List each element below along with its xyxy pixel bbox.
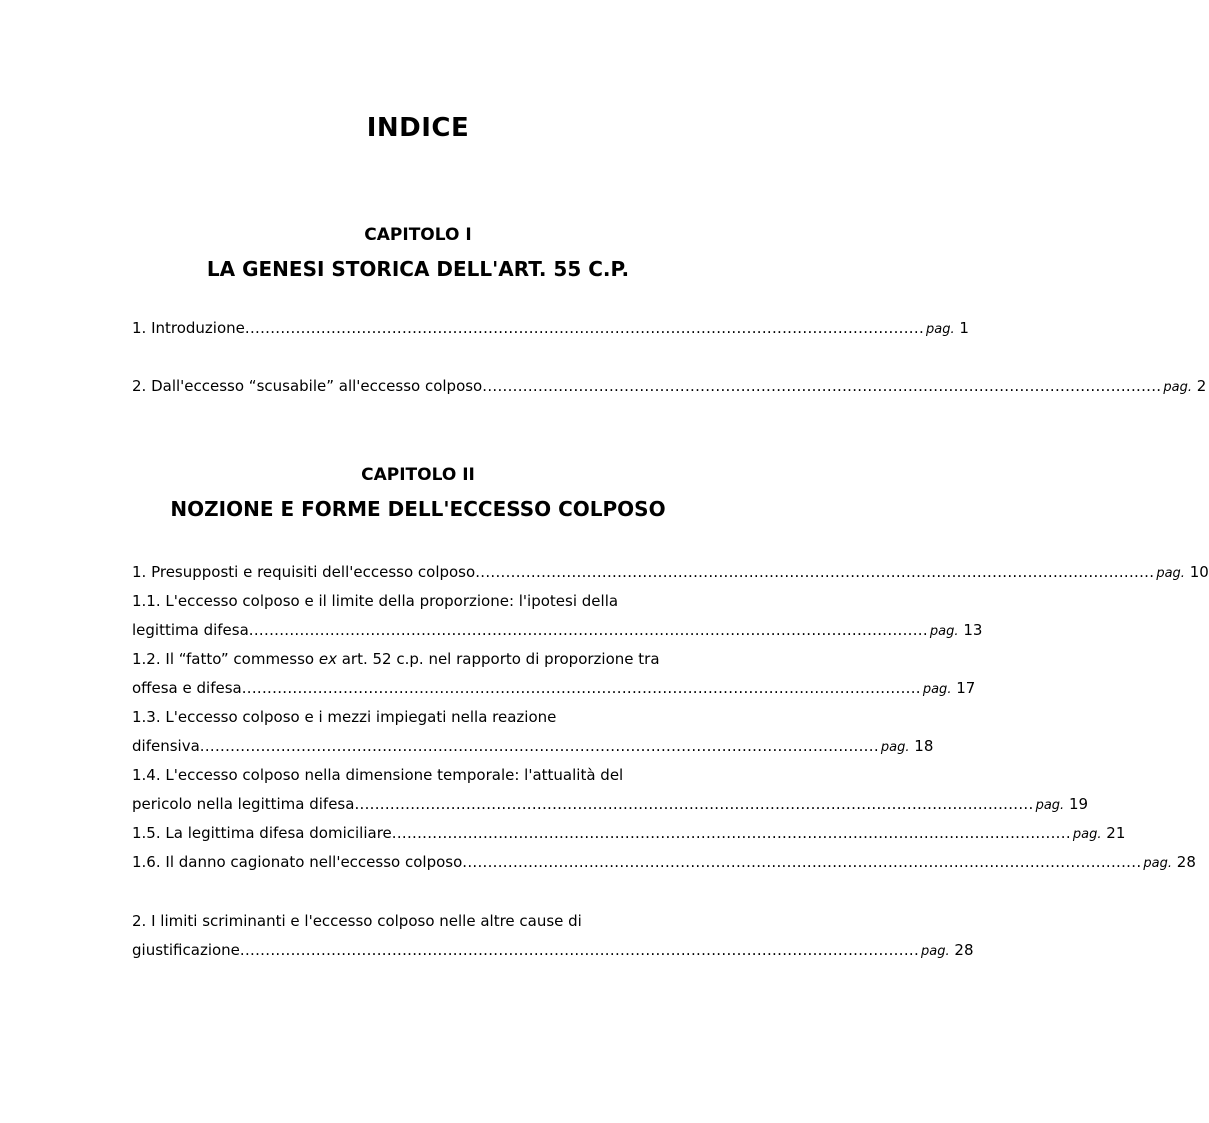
chapter-2-label: CAPITOLO II: [361, 465, 475, 485]
toc-leader-dots: ......................................................................................................................................: [244, 319, 925, 337]
toc-entry-text: difensiva: [132, 737, 200, 755]
toc-leader-dots: ......................................................................................................................................: [199, 737, 879, 755]
toc-leader-dots: ......................................................................................................................................: [391, 824, 1071, 842]
toc-entry-text: pericolo nella legittima difesa: [132, 795, 355, 813]
toc-entry-c2-8[interactable]: [132, 940, 974, 962]
toc-entry-c2-5-line1[interactable]: 1.4. L'eccesso colposo nella dimensione temporale: l'attualità del: [132, 766, 624, 784]
toc-page-ref: pag. 17: [922, 679, 976, 697]
toc-entry-c2-4-line1[interactable]: 1.3. L'eccesso colposo e i mezzi impiegati nella reazione: [132, 708, 557, 726]
toc-leader-dots: ......................................................................................................................................: [462, 853, 1142, 871]
toc-leader-dots: ......................................................................................................................................: [354, 795, 1034, 813]
toc-entry-text: 2. Dall'eccesso “scusabile” all'eccesso colposo: [132, 377, 483, 395]
toc-entry-c2-6[interactable]: [132, 823, 1126, 845]
toc-leader-dots: ......................................................................................................................................: [241, 679, 921, 697]
toc-entry-c1-1[interactable]: [132, 318, 969, 340]
chapter-1-label: CAPITOLO I: [364, 225, 472, 245]
toc-entry-c2-8-line1[interactable]: 2. I limiti scriminanti e l'eccesso colposo nelle altre cause di: [132, 912, 582, 930]
toc-page-ref: pag. 28: [1143, 853, 1196, 871]
toc-page-ref: pag. 28: [921, 941, 974, 959]
toc-page-ref: pag. 13: [929, 621, 983, 639]
toc-entry-text: offesa e difesa: [132, 679, 242, 697]
toc-entry-c2-3[interactable]: [132, 678, 976, 700]
toc-entry-text: giustificazione: [132, 941, 240, 959]
toc-entry-text: 1. Introduzione: [132, 319, 245, 337]
toc-entry-text: 1.5. La legittima difesa domiciliare: [132, 824, 392, 842]
toc-page-ref: pag. 1: [926, 319, 969, 337]
toc-entry-c2-1[interactable]: [132, 562, 1209, 584]
toc-leader-dots: ......................................................................................................................................: [248, 621, 928, 639]
toc-entry-c2-3-line1[interactable]: 1.2. Il “fatto” commesso ex art. 52 c.p. nel rapporto di proporzione tra: [132, 650, 660, 668]
toc-page-ref: pag. 10: [1156, 563, 1209, 581]
toc-leader-dots: ......................................................................................................................................: [239, 941, 920, 959]
chapter-1-title: LA GENESI STORICA DELL'ART. 55 C.P.: [206, 257, 630, 281]
toc-leader-dots: ......................................................................................................................................: [475, 563, 1155, 581]
page-title: INDICE: [366, 113, 470, 143]
toc-page-ref: pag. 18: [880, 737, 934, 755]
chapter-2-title: NOZIONE E FORME DELL'ECCESSO COLPOSO: [170, 497, 666, 521]
toc-leader-dots: ......................................................................................................................................: [482, 377, 1162, 395]
toc-entry-text: 1. Presupposti e requisiti dell'eccesso colposo: [132, 563, 476, 581]
toc-entry-text: legittima difesa: [132, 621, 249, 639]
toc-entry-c2-2-line1[interactable]: 1.1. L'eccesso colposo e il limite della proporzione: l'ipotesi della: [132, 592, 619, 610]
toc-entry-c2-7[interactable]: [132, 852, 1196, 874]
toc-page-ref: pag. 2: [1163, 377, 1207, 395]
toc-page-ref: pag. 21: [1072, 824, 1126, 842]
toc-entry-text: 1.6. Il danno cagionato nell'eccesso colposo: [132, 853, 463, 871]
toc-page-ref: pag. 19: [1035, 795, 1089, 813]
toc-entry-c1-2[interactable]: [132, 376, 1207, 398]
toc-entry-c2-2[interactable]: [132, 620, 983, 642]
toc-entry-c2-5[interactable]: [132, 794, 1089, 816]
toc-entry-c2-4[interactable]: [132, 736, 934, 758]
